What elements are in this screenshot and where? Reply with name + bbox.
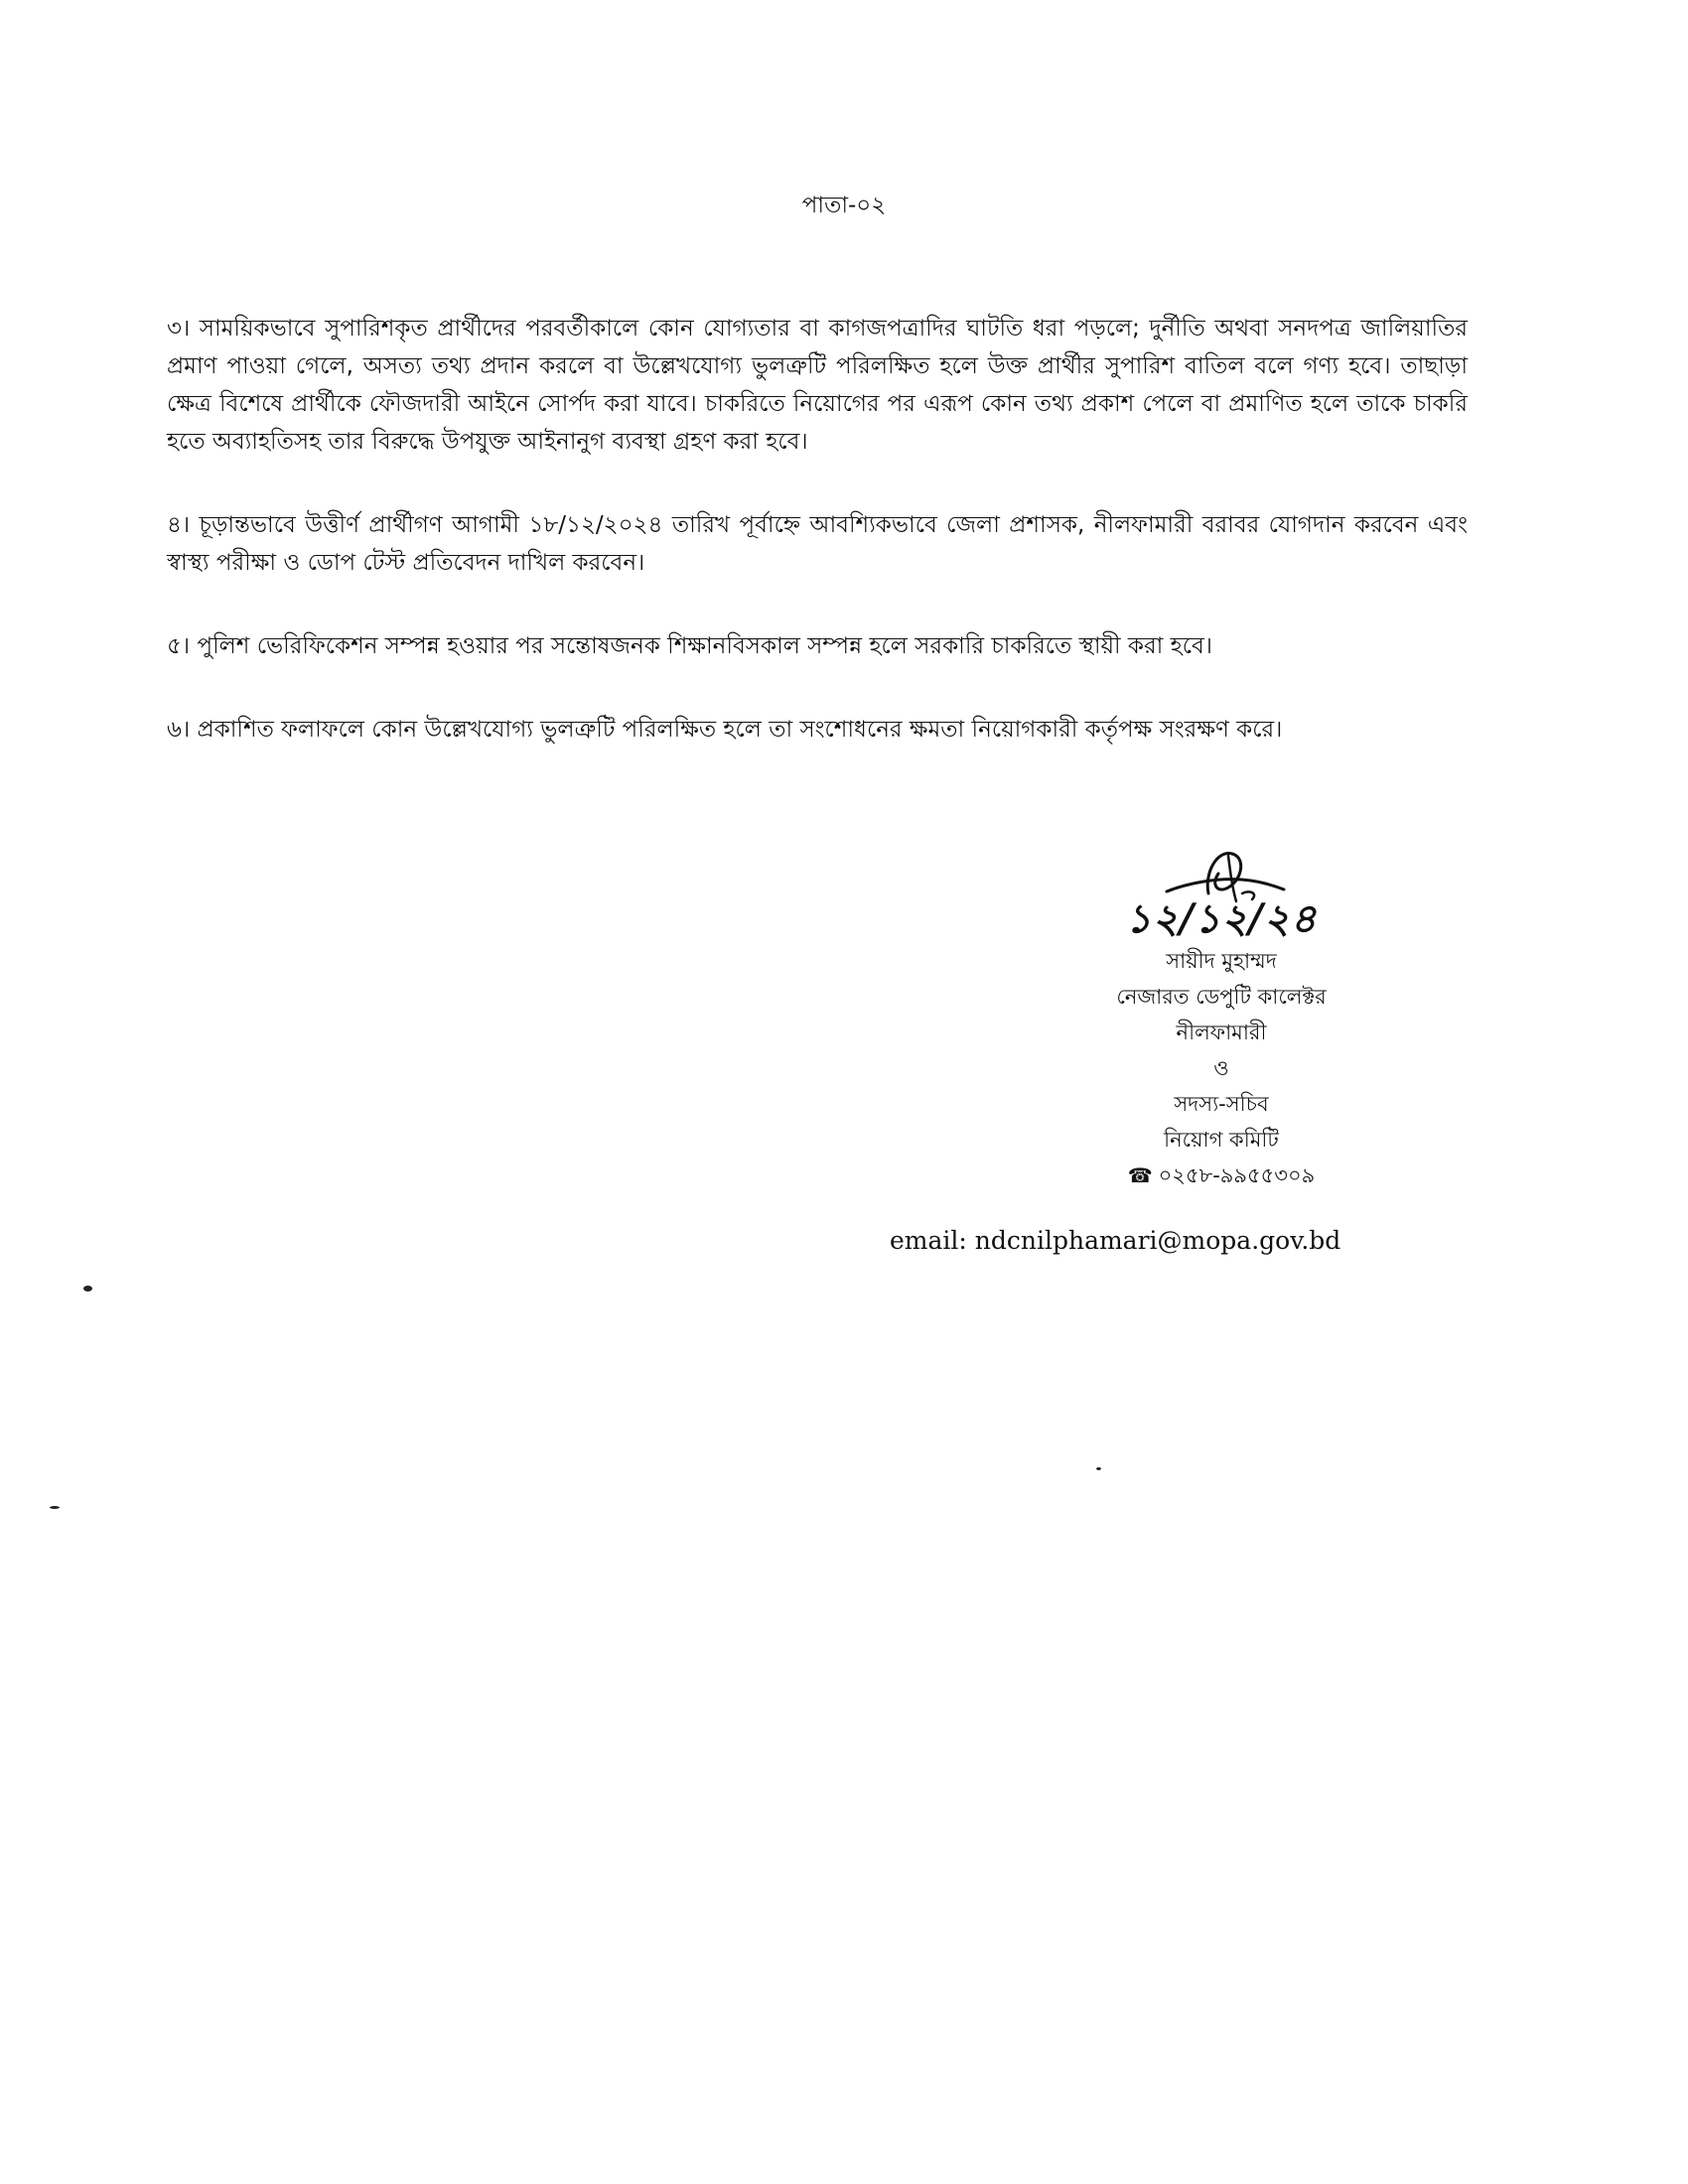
body-text [167, 310, 1468, 794]
scan-speck [50, 1506, 60, 1509]
email-line: email: ndcnilphamari@mopa.gov.bd [890, 1226, 1341, 1255]
signature-date: ১২/১২/২৪ [1125, 895, 1318, 942]
phone-line [1023, 1158, 1420, 1193]
signatory-designation: নেজারত ডেপুটি কালেক্টর [1116, 985, 1327, 1009]
phone-number: ০২৫৮-৯৯৫৫৩০৯ [1158, 1163, 1316, 1187]
telephone-icon: ☎ [1127, 1163, 1153, 1187]
signature-block [1023, 844, 1420, 1193]
page-number: পাতা-০২ [801, 193, 887, 218]
paragraph-5: ৫। পুলিশ ভেরিফিকেশন সম্পন্ন হওয়ার পর সন্তোষজনক শিক্ষানবিসকাল সম্পন্ন হলে সরকারি চাকরিতে স্থায়ী করা হবে। [167, 633, 1213, 659]
paragraph-4: ৪। চূড়ান্তভাবে উত্তীর্ণ প্রার্থীগণ আগামী ১৮/১২/২০২৪ তারিখ পূর্বাহ্নে আবশ্যিকভাবে জেলা প্রশাসক, নীলফামারী বরাবর যোগদান করবেন এবং স্বাস্থ্য পরীক্ষা ও ডোপ টেস্ট প্রতিবেদন দাখিল করবেন। [167, 512, 1468, 576]
signatory-district: নীলফামারী [1176, 1021, 1267, 1044]
paragraph-6: ৬। প্রকাশিত ফলাফলে কোন উল্লেখযোগ্য ভুলত্রুটি পরিলক্ষিত হলে তা সংশোধনের ক্ষমতা নিয়োগকারী কর্তৃপক্ষ সংরক্ষণ করে। [167, 717, 1283, 743]
committee-name: নিয়োগ কমিটি [1164, 1128, 1279, 1152]
paragraph-3: ৩। সাময়িকভাবে সুপারিশকৃত প্রার্থীদের পরবর্তীকালে কোন যোগ্যতার বা কাগজপত্রাদির ঘাটতি ধরা পড়লে; দুর্নীতি অথবা সনদপত্র জালিয়াতির প্রমাণ পাওয়া গেলে, অসত্য তথ্য প্রদান করলে বা উল্লেখযোগ্য ভুলত্রুটি পরিলক্ষিত হলে উক্ত প্রার্থীর সুপারিশ বাতিল বলে গণ্য হবে। তাছাড়া ক্ষেত্র বিশেষে প্রার্থীকে ফৌজদারী আইনে সোর্পদ করা যাবে। চাকরিতে নিয়োগের পর এরূপ কোন তথ্য প্রকাশ পেলে বা প্রমাণিত হলে তাকে চাকরি হতে অব্যাহতিসহ তার বিরুদ্ধে উপযুক্ত আইনানুগ ব্যবস্থা গ্রহণ করা হবে। [167, 316, 1468, 455]
scan-speck [83, 1286, 92, 1292]
conjunction-text: ও [1213, 1056, 1229, 1080]
signatory-name: সায়ীদ মুহাম্মদ [1166, 949, 1277, 973]
scan-speck [1096, 1467, 1101, 1470]
signatory-role: সদস্য-সচিব [1174, 1092, 1269, 1116]
